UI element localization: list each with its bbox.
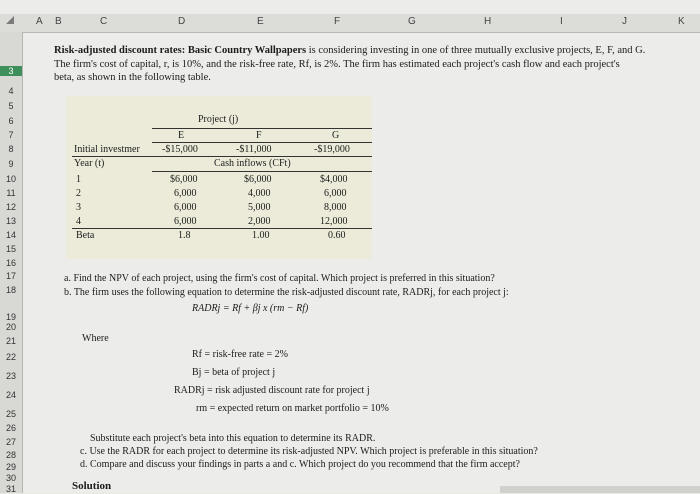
select-all-corner-icon[interactable] (6, 16, 14, 24)
row-header[interactable]: 14 (5, 230, 16, 240)
row-header[interactable]: 18 (5, 285, 16, 295)
row-divider (152, 142, 372, 143)
column-H[interactable]: H (484, 16, 492, 27)
definition-rm: rm = expected return on market portfolio = 10% (196, 403, 389, 414)
table-cell: 6,000 (324, 188, 347, 199)
radr-formula: RADRj = Rf + βj x (rm − Rf) (192, 303, 309, 314)
row-header[interactable]: 28 (5, 450, 16, 460)
table-cell: -$15,000 (162, 144, 198, 155)
row-header[interactable]: 7 (8, 130, 14, 140)
table-cell: $6,000 (170, 174, 198, 185)
problem-line-1 (54, 44, 684, 58)
row-divider (72, 156, 372, 157)
column-E[interactable]: E (257, 16, 264, 27)
column-B[interactable]: B (55, 16, 62, 27)
row-header[interactable]: 30 (5, 473, 16, 483)
row-header[interactable]: 26 (5, 423, 16, 433)
row-header[interactable]: 15 (5, 244, 16, 254)
table-row-label: Beta (76, 230, 95, 241)
table-cell: $6,000 (244, 174, 272, 185)
row-header[interactable]: 9 (8, 159, 14, 169)
row-header[interactable]: 23 (5, 371, 16, 381)
table-cell: 5,000 (248, 202, 271, 213)
substitute-instruction: Substitute each project's beta into this equation to determine its RADR. (90, 433, 376, 444)
table-row-label: 2 (76, 188, 81, 199)
column-G[interactable]: G (408, 16, 416, 27)
row-header[interactable]: 17 (5, 271, 16, 281)
row-divider (152, 171, 372, 172)
problem-line-2: The firm's cost of capital, r, is 10%, and the risk-free rate, Rf, is 2%. The firm has estimated each project's cash flow and each project's (54, 59, 620, 70)
where-label: Where (82, 333, 109, 344)
table-cell: 6,000 (174, 202, 197, 213)
row-divider (72, 228, 372, 229)
row-header[interactable]: 6 (8, 116, 14, 126)
table-cell: 0.60 (328, 230, 346, 241)
column-J[interactable]: J (622, 16, 627, 27)
column-D[interactable]: D (178, 16, 186, 27)
problem-line-1-rest: is considering investing in one of three mutually exclusive projects, E, F, and G. (306, 45, 646, 56)
row-header[interactable]: 16 (5, 258, 16, 268)
row-header[interactable]: 10 (5, 174, 16, 184)
table-col-header: F (256, 130, 262, 141)
row-header[interactable]: 3 (0, 66, 22, 76)
row-header[interactable]: 22 (5, 352, 16, 362)
row-header[interactable]: 5 (8, 101, 14, 111)
solution-label: Solution (72, 480, 112, 492)
problem-line-3: beta, as shown in the following table. (54, 72, 211, 83)
column-K[interactable]: K (678, 16, 685, 27)
question-d: d. Compare and discuss your findings in parts a and c. Which project do you recommend that the firm accept? (80, 459, 520, 470)
table-cell: 4,000 (248, 188, 271, 199)
definition-radr: RADRj = risk adjusted discount rate for project j (174, 385, 370, 396)
table-row-label: 1 (76, 174, 81, 185)
cropped-bottom-edge (500, 486, 700, 493)
table-cell: 6,000 (174, 216, 197, 227)
table-cell: 2,000 (248, 216, 271, 227)
table-col-header: E (178, 130, 185, 141)
table-cell: 6,000 (174, 188, 197, 199)
table-cell: 12,000 (320, 216, 348, 227)
column-I[interactable]: I (560, 16, 563, 27)
definition-rf: Rf = risk-free rate = 2% (192, 349, 288, 360)
table-row-label: Initial investmer (74, 144, 140, 155)
table-cell: 1.8 (178, 230, 191, 241)
table-row-label: Year (t) (74, 158, 105, 169)
table-row-label: 4 (76, 216, 81, 227)
row-header[interactable]: 24 (5, 390, 16, 400)
column-C[interactable]: C (100, 16, 108, 27)
question-a: a. Find the NPV of each project, using the firm's cost of capital. Which project is preferred in this situation? (64, 273, 495, 284)
row-header[interactable]: 13 (5, 216, 16, 226)
row-header[interactable]: 21 (5, 336, 16, 346)
column-F[interactable]: F (334, 16, 341, 27)
row-header[interactable]: 29 (5, 462, 16, 472)
company-name: Basic Country Wallpapers (187, 45, 307, 56)
problem-title: Risk-adjusted discount rates: (54, 45, 186, 56)
table-cell: 1.00 (252, 230, 270, 241)
row-header[interactable]: 12 (5, 202, 16, 212)
table-cell: 8,000 (324, 202, 347, 213)
row-header[interactable]: 25 (5, 409, 16, 419)
row-header[interactable]: 11 (6, 188, 16, 198)
row-header[interactable]: 19 (5, 312, 16, 322)
column-header-bar (0, 14, 700, 33)
table-row-label: 3 (76, 202, 81, 213)
table-cell: -$19,000 (314, 144, 350, 155)
column-A[interactable]: A (36, 16, 43, 27)
cash-inflows-header: Cash inflows (CFt) (214, 158, 291, 169)
row-header[interactable]: 20 (5, 322, 16, 332)
row-header[interactable]: 31 (5, 484, 16, 494)
question-c: c. Use the RADR for each project to determine its risk-adjusted NPV. Which project is preferable in this situation? (80, 446, 538, 457)
question-b: b. The firm uses the following equation to determine the risk-adjusted discount rate, RADRj, for each project j: (64, 287, 509, 298)
row-header[interactable]: 8 (8, 144, 14, 154)
row-header[interactable]: 4 (8, 86, 14, 96)
table-cell: $4,000 (320, 174, 348, 185)
definition-beta: Bj = beta of project j (192, 367, 276, 378)
header-divider (152, 128, 372, 129)
table-col-header: G (332, 130, 340, 141)
table-group-header: Project (j) (198, 114, 239, 125)
row-header[interactable]: 27 (5, 437, 16, 447)
table-cell: -$11,000 (236, 144, 272, 155)
